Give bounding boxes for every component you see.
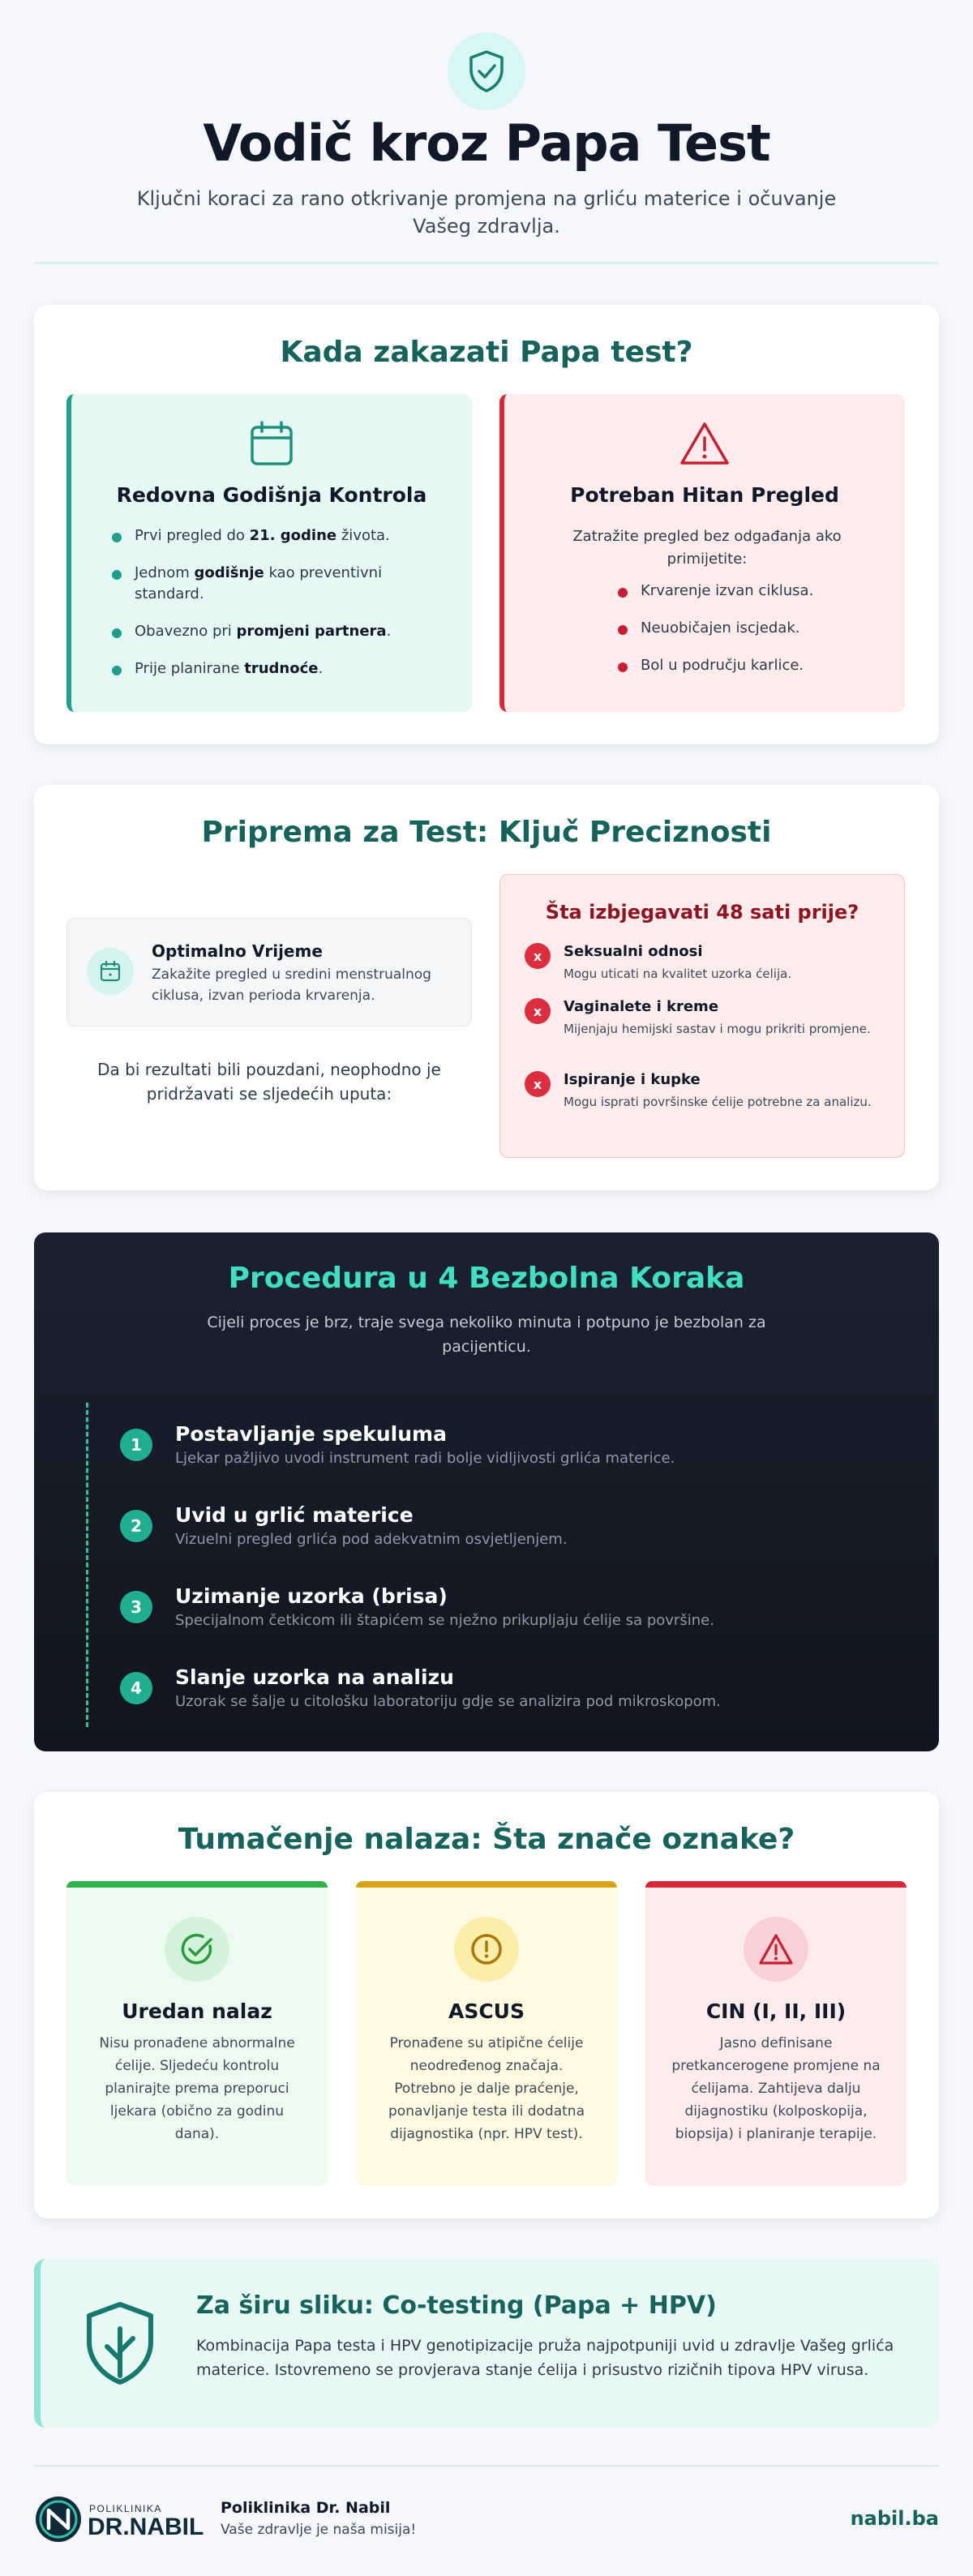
result-card-normal: [66, 1881, 328, 2186]
result-card-text: Nisu pronađene abnormalne ćelije. Sljedeću kontrolu planirajte prema preporuci ljekara (obično za godinu dana).: [99, 2035, 295, 2142]
footer-divider: [34, 2465, 939, 2467]
result-card-bar: [66, 1881, 328, 1888]
result-card-bar: [645, 1881, 907, 1888]
optimal-time-box: [66, 918, 472, 1027]
list-item: Neuobičajen iscjedak.: [618, 618, 877, 639]
avoid-item-desc: Mijenjaju hemijski sastav i mogu prikriti promjene.: [564, 1022, 871, 1036]
step-title: Uvid u grlić materice: [175, 1503, 414, 1527]
prep-note: Da bi rezultati bili pouzdani, neophodno je pridržavati se sljedećih uputa:: [97, 1060, 441, 1104]
list-item: Jednom godišnje kao preventivni standard.: [112, 563, 452, 605]
x-icon: x: [525, 943, 551, 969]
step-text: Specijalnom četkicom ili štapićem se nježno prikupljaju ćelije sa površine.: [175, 1612, 714, 1629]
shield-plant-icon: [83, 2300, 157, 2390]
regular-check-box: [66, 394, 472, 712]
step-text: Uzorak se šalje u citološku laboratoriju gdje se analizira pod mikroskopom.: [175, 1693, 721, 1710]
procedure-step: [120, 1422, 850, 1474]
footer-clinic-name: Poliklinika Dr. Nabil: [221, 2499, 391, 2517]
result-card-title: Uredan nalaz: [122, 2000, 272, 2023]
page-subtitle: Ključni koraci za rano otkrivanje promjena na grliću materice i očuvanje Vašeg zdravlja.: [136, 187, 837, 238]
header-divider: [34, 262, 939, 264]
page-title: Vodič kroz Papa Test: [203, 114, 770, 173]
clinic-logo: [34, 2492, 204, 2546]
step-title: Postavljanje spekuluma: [175, 1422, 447, 1446]
regular-check-list: [112, 525, 452, 696]
avoid-item-name: Vaginalete i kreme: [564, 998, 719, 1015]
shield-check-icon: [448, 32, 525, 110]
list-item: Krvarenje izvan ciklusa.: [618, 581, 877, 602]
x-icon: x: [525, 1071, 551, 1097]
avoid-item-desc: Mogu isprati površinske ćelije potrebne za analizu.: [564, 1095, 872, 1109]
timeline-line: [86, 1403, 88, 1727]
procedure-step: [120, 1665, 850, 1717]
avoid-item: [525, 1071, 881, 1136]
procedure-subtitle: Cijeli proces je brz, traje svega nekoliko minuta i potpuno je bezbolan za pacijenticu.: [207, 1314, 766, 1356]
check-circle-icon: [165, 1917, 229, 1982]
warning-triangle-icon: [744, 1917, 808, 1982]
urgent-check-list: [618, 581, 877, 692]
exclamation-circle-icon: [454, 1917, 519, 1982]
result-card-title: ASCUS: [448, 2000, 525, 2023]
results-section: [34, 1792, 939, 2218]
when-section: [34, 305, 939, 744]
result-card-text: Pronađene su atipične ćelije neodređenog značaja. Potrebno je dalje praćenje, ponavljanje testa ili dodatna dijagnostika (npr. HPV test).: [388, 2035, 585, 2142]
cotesting-section: [34, 2259, 939, 2428]
cotesting-text: Kombinacija Papa testa i HPV genotipizacije pruža najpotpuniji uvid u zdravlje Vašeg grlića materice. Istovremeno se provjerava stanje ćelija i prisustvo rizičnih tipova HPV virusa.: [196, 2337, 894, 2379]
regular-check-title: Redovna Godišnja Kontrola: [116, 483, 427, 507]
optimal-time-title: Optimalno Vrijeme: [152, 941, 323, 961]
step-title: Uzimanje uzorka (brisa): [175, 1584, 448, 1608]
step-text: Ljekar pažljivo uvodi instrument radi bolje vidljivosti grlića materice.: [175, 1450, 675, 1467]
result-card-title: CIN (I, II, III): [705, 2000, 847, 2023]
step-number: 3: [120, 1591, 152, 1623]
step-number: 4: [120, 1672, 152, 1704]
when-title: Kada zakazati Papa test?: [280, 336, 693, 369]
step-number: 1: [120, 1429, 152, 1461]
step-title: Slanje uzorka na analizu: [175, 1665, 454, 1689]
result-card-ascus: [356, 1881, 617, 2186]
step-number: 2: [120, 1510, 152, 1542]
avoid-item-name: Ispiranje i kupke: [564, 1071, 701, 1088]
list-item: Bol u području karlice.: [618, 655, 877, 676]
footer-tagline: Vaše zdravlje je naša misija!: [221, 2522, 417, 2538]
calendar-icon: [87, 948, 134, 995]
result-card-text: Jasno definisane pretkancerogene promjene na ćelijama. Zahtijeva dalju dijagnostiku (kolposkopija, biopsija) i planiranje terapije.: [671, 2035, 881, 2142]
urgent-check-title: Potreban Hitan Pregled: [570, 483, 839, 507]
list-item: Prvi pregled do 21. godine života.: [112, 525, 452, 546]
avoid-item: [525, 943, 881, 992]
avoid-item-desc: Mogu uticati na kvalitet uzorka ćelija.: [564, 967, 792, 981]
svg-text:DR.NABIL: DR.NABIL: [88, 2514, 204, 2540]
footer-website-link[interactable]: nabil.ba: [850, 2507, 939, 2530]
optimal-time-text: Zakažite pregled u sredini menstrualnog ciklusa, izvan perioda krvarenja.: [152, 967, 431, 1004]
procedure-title: Procedura u 4 Bezbolna Koraka: [228, 1262, 745, 1295]
x-icon: x: [525, 998, 551, 1024]
result-card-bar: [356, 1881, 617, 1888]
results-title: Tumačenje nalaza: Šta znače oznake?: [178, 1823, 795, 1856]
procedure-step: [120, 1503, 850, 1555]
prep-section: [34, 785, 939, 1190]
procedure-section: [34, 1232, 939, 1751]
avoid-title: Šta izbjegavati 48 sati prije?: [545, 901, 859, 924]
warning-triangle-icon: [504, 420, 905, 467]
prep-title: Priprema za Test: Ključ Preciznosti: [201, 816, 772, 849]
avoid-item-name: Seksualni odnosi: [564, 943, 703, 960]
list-item: Obavezno pri promjeni partnera.: [112, 621, 452, 642]
cotesting-title: Za širu sliku: Co-testing (Papa + HPV): [196, 2291, 717, 2320]
urgent-check-box: [499, 394, 905, 712]
result-card-cin: [645, 1881, 907, 2186]
urgent-check-intro: Zatražite pregled bez odgađanja ako primijetite:: [572, 528, 842, 568]
avoid-box: [499, 874, 905, 1158]
calendar-icon: [71, 420, 472, 467]
avoid-item: [525, 998, 881, 1063]
svg-text:POLIKLINIKA: POLIKLINIKA: [89, 2503, 162, 2514]
list-item: Prije planirane trudnoće.: [112, 658, 452, 679]
procedure-step: [120, 1584, 850, 1636]
step-text: Vizuelni pregled grlića pod adekvatnim osvjetljenjem.: [175, 1531, 568, 1548]
